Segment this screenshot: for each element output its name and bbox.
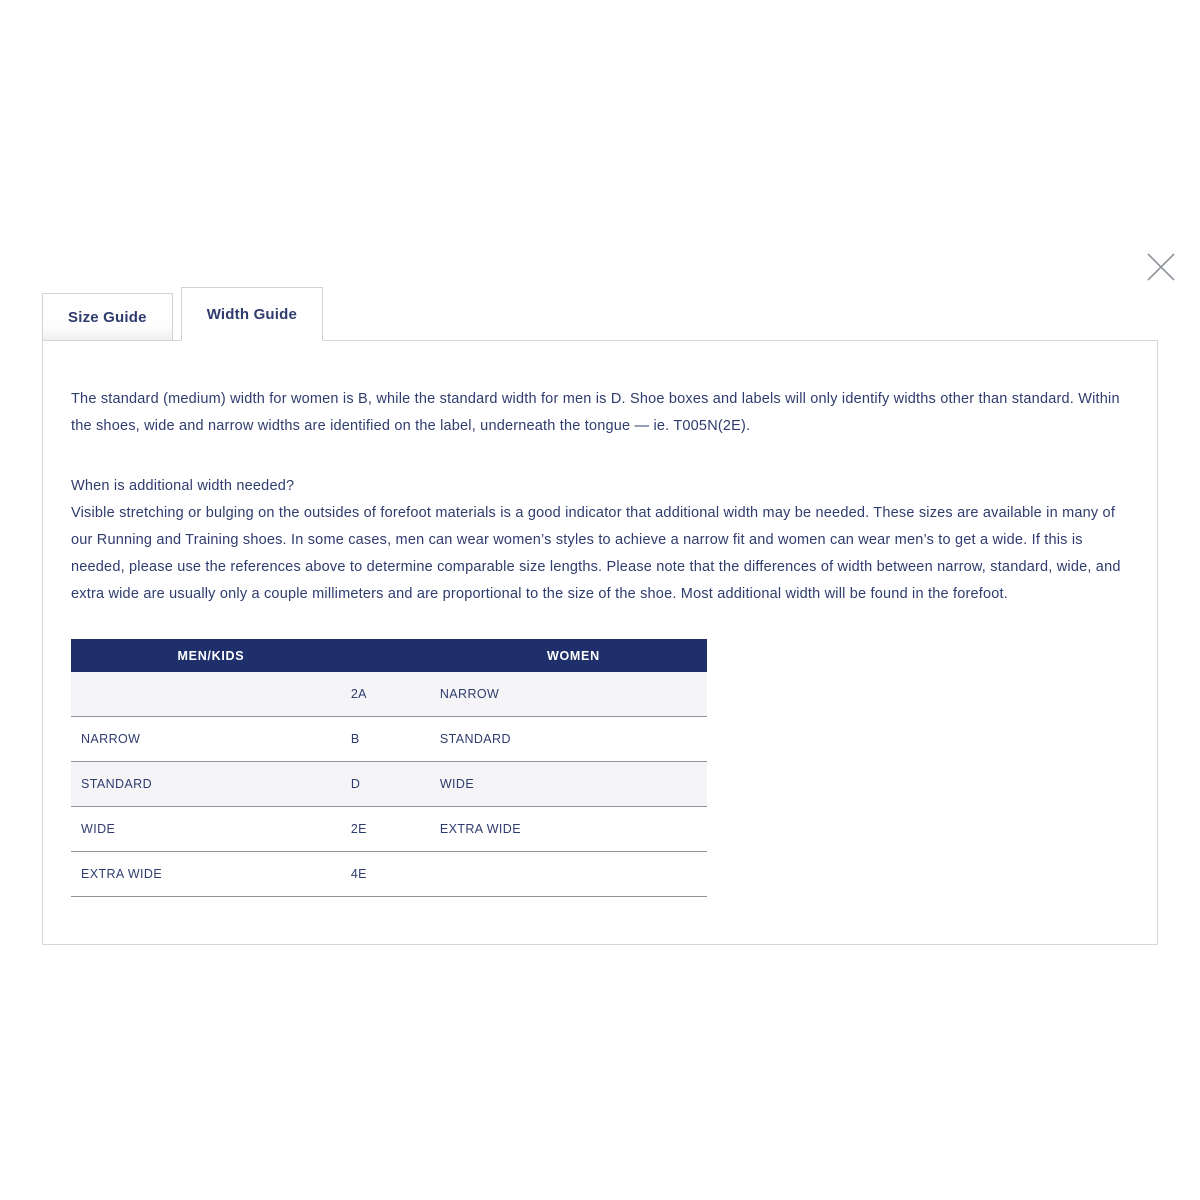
table-row bbox=[71, 672, 707, 717]
cell-code: 4E bbox=[350, 867, 367, 881]
close-x-glyph bbox=[1144, 250, 1178, 284]
intro-paragraph: The standard (medium) width for women is B, while the standard width for men is D. Shoe boxes and labels will only identify widths other than standard. Within the shoes, wide and narrow widths are identified on the label, underneath the tongue — ie. T005N(2E). bbox=[71, 391, 1120, 434]
cell-women: EXTRA WIDE bbox=[439, 822, 521, 836]
tab-size-guide-label: Size Guide bbox=[68, 308, 147, 326]
tab-bar bbox=[42, 286, 1158, 340]
column-header-men-kids: MEN/KIDS bbox=[177, 648, 245, 663]
size-width-guide-modal bbox=[42, 286, 1158, 945]
table-row bbox=[71, 807, 707, 852]
cell-code: D bbox=[350, 777, 361, 791]
cell-code: 2A bbox=[350, 687, 367, 701]
cell-women: STANDARD bbox=[439, 732, 511, 746]
cell-men: STANDARD bbox=[81, 777, 153, 791]
cell-code: 2E bbox=[350, 822, 367, 836]
cell-code: B bbox=[350, 732, 360, 746]
cell-women: NARROW bbox=[439, 687, 500, 701]
cell-women: WIDE bbox=[439, 777, 475, 791]
tab-width-guide[interactable] bbox=[181, 287, 323, 341]
width-guide-panel bbox=[42, 340, 1158, 945]
table-header-row bbox=[71, 639, 707, 672]
cell-men: WIDE bbox=[81, 822, 116, 836]
body-paragraph: Visible stretching or bulging on the outsides of forefoot materials is a good indicator that additional width may be needed. These sizes are available in many of our Running and Training shoes. In some cases, men can wear women’s styles to achieve a narrow fit and women can wear men’s to get a wide. If this is needed, please use the references above to determine comparable size lengths. Please note that the differences of width between narrow, standard, wide, and extra wide are usually only a couple millimeters and are proportional to the size of the shoe. Most additional width will be found in the forefoot. bbox=[71, 505, 1121, 602]
table-row bbox=[71, 852, 707, 897]
close-icon[interactable] bbox=[1144, 250, 1178, 284]
column-header-women: WOMEN bbox=[547, 648, 600, 663]
cell-men: NARROW bbox=[81, 732, 141, 746]
tab-width-guide-label: Width Guide bbox=[206, 305, 298, 323]
table-row bbox=[71, 762, 707, 807]
width-comparison-table bbox=[71, 639, 707, 897]
tab-size-guide[interactable] bbox=[42, 293, 173, 340]
table-row bbox=[71, 717, 707, 762]
section-heading: When is additional width needed? bbox=[71, 478, 295, 494]
cell-men: EXTRA WIDE bbox=[81, 867, 163, 881]
